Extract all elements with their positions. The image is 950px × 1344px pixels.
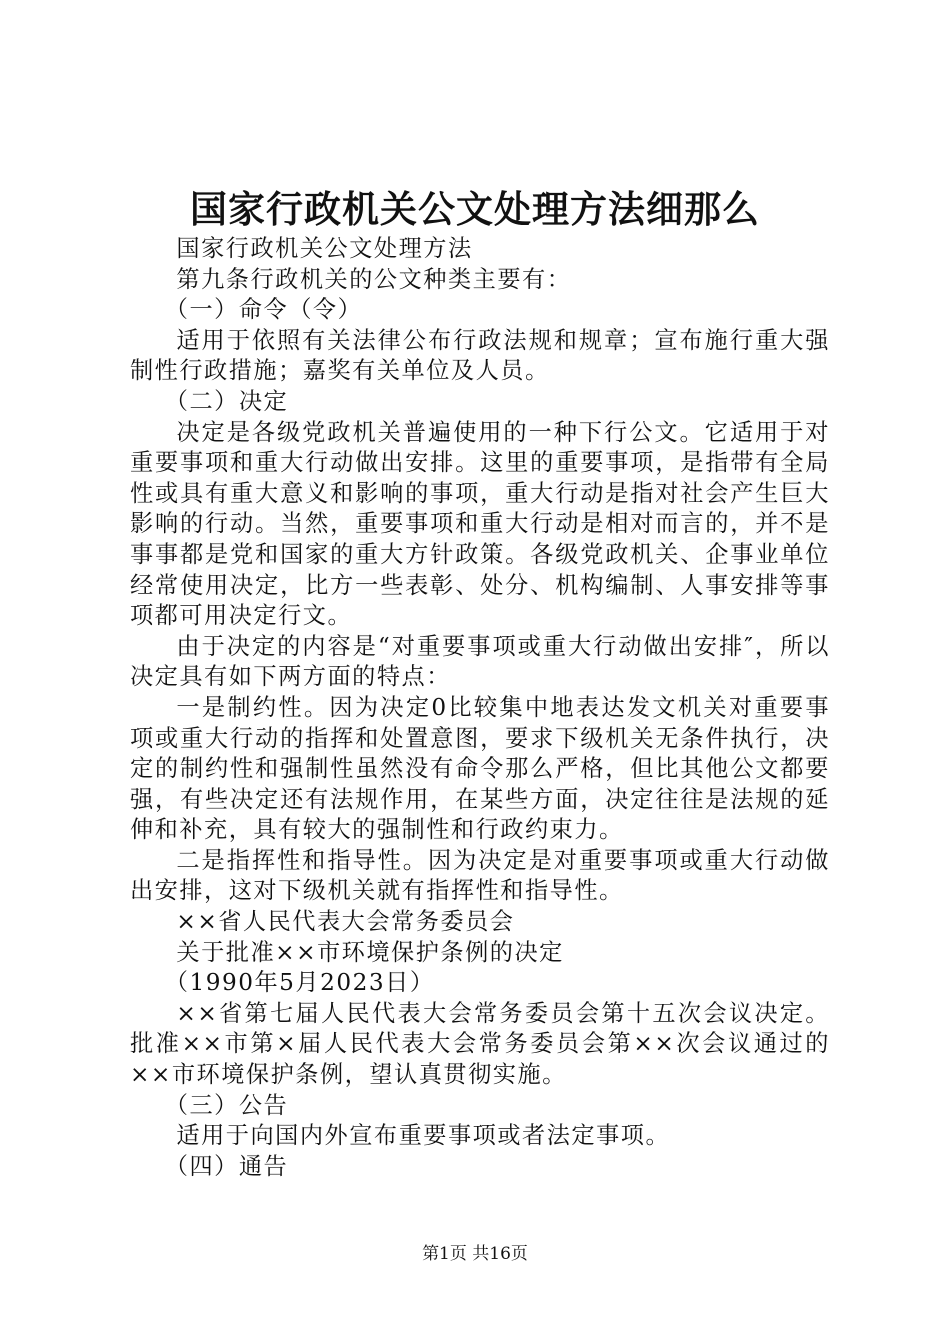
section-heading: （三）公告 — [164, 1091, 289, 1119]
paragraph: 二是指挥性和指导性。因为决定是对重要事项或重大行动做出安排，这对下级机关就有指挥性和指导性。 — [130, 846, 830, 905]
section-heading: （四）通告 — [164, 1152, 289, 1180]
paragraph: ××省人民代表大会常务委员会 — [176, 908, 515, 936]
paragraph: 关于批准××市环境保护条例的决定 — [176, 938, 564, 966]
paragraph: 决定是各级党政机关普遍使用的一种下行公文。它适用于对重要事项和重大行动做出安排。这里的重要事项，是指带有全局性或具有重大意义和影响的事项，重大行动是指对社会产生巨大影响的行动。当然，重要事项和重大行动是相对而言的，并不是事事都是党和国家的重大方针政策。各级党政机关、企事业单位经常使用决定，比方一些表彰、处分、机构编制、人事安排等事项都可用决定行文。 — [130, 418, 830, 630]
paragraph: 国家行政机关公文处理方法 — [176, 235, 473, 262]
paragraph: 由于决定的内容是“对重要事项或重大行动做出安排″，所以决定具有如下两方面的特点： — [130, 632, 830, 691]
paragraph: 适用于向国内外宣布重要事项或者法定事项。 — [176, 1122, 671, 1150]
paragraph: 一是制约性。因为决定0比较集中地表达发文机关对重要事项或重大行动的指挥和处置意图，要求下级机关无条件执行，决定的制约性和强制性虽然没有命令那么严格，但比其他公文都要强，有些决定还有法规作用，在某些方面，决定往往是法规的延伸和补充，具有较大的强制性和行政约束力。 — [130, 693, 830, 844]
document-title: 国家行政机关公文处理方法细那么 — [190, 187, 760, 231]
page-footer: 第1页 共16页 — [422, 1244, 528, 1264]
paragraph: 第九条行政机关的公文种类主要有： — [176, 265, 572, 293]
document-body — [130, 234, 830, 1182]
paragraph: 适用于依照有关法律公布行政法规和规章；宣布施行重大强制性行政措施；嘉奖有关单位及人员。 — [130, 326, 830, 385]
paragraph: ××省第七届人民代表大会常务委员会第十五次会议决定。批准××市第×届人民代表大会常务委员会第××次会议通过的××市环境保护条例，望认真贯彻实施。 — [130, 999, 830, 1089]
section-heading: （一）命令（令） — [164, 296, 363, 324]
section-heading: （二）决定 — [164, 387, 289, 415]
paragraph: （1990年5月2023日） — [164, 969, 435, 997]
